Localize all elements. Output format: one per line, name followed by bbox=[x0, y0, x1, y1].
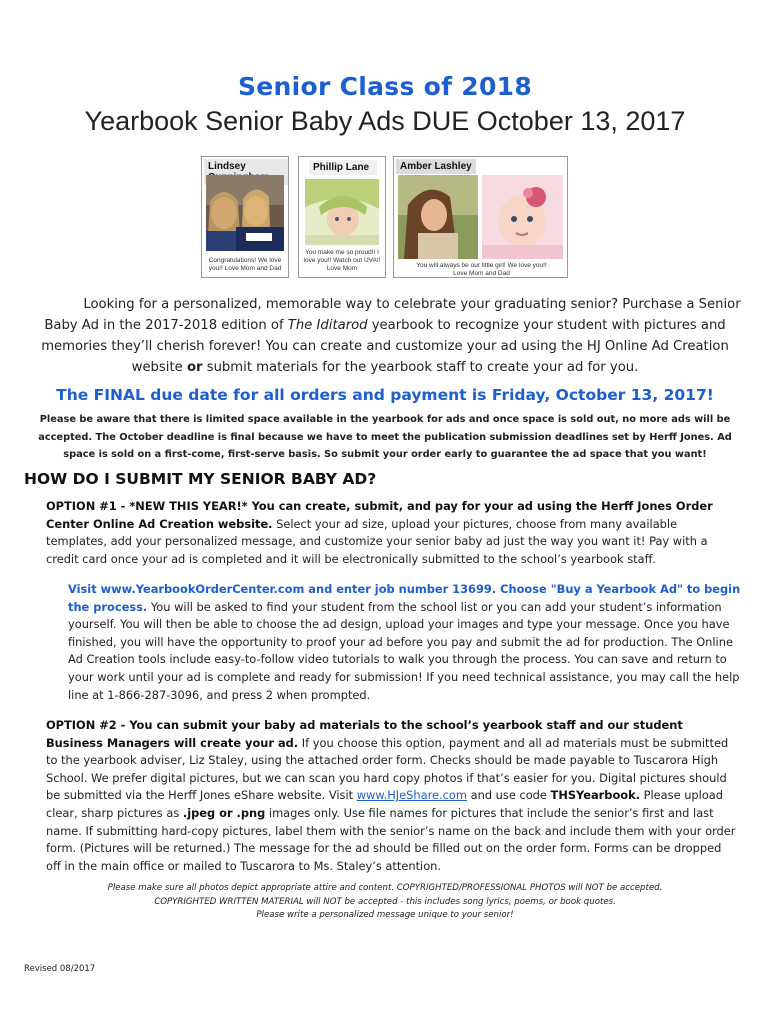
sample-ad-photo bbox=[206, 175, 284, 251]
sample-ad-photo bbox=[305, 179, 379, 245]
eshare-code: THSYearbook. bbox=[550, 788, 640, 803]
sample-ad-name: Amber Lashley bbox=[396, 159, 476, 174]
sample-ad-photo bbox=[482, 175, 563, 259]
yearbook-order-center-instruction: Visit www.YearbookOrderCenter.com and enter job number 13699. Choose "Buy a Yearbook Ad" to begin the process. bbox=[68, 582, 741, 614]
option-2-lead: OPTION #2 - You can submit your baby ad materials to the school’s yearbook staff and our student Business Managers will create your ad. bbox=[46, 718, 683, 750]
revised-date: Revised 08/2017 bbox=[24, 964, 96, 974]
sample-ad-caption: You will always be our little girl! We love you!! Love Mom and Dad bbox=[416, 262, 547, 277]
sample-ad-caption: You make me so proud!! I love you!! Watch out UVA!! Love Mom bbox=[303, 249, 381, 272]
fine-print-line: COPYRIGHTED WRITTEN MATERIAL will NOT be accepted - this includes song lyrics, poems, or book quotes. bbox=[154, 896, 616, 907]
or-emphasis: or bbox=[186, 360, 203, 375]
final-due-date: The FINAL due date for all orders and payment is Friday, October 13, 2017! bbox=[56, 386, 714, 404]
sample-ad-3 bbox=[393, 156, 568, 278]
page-subtitle: Yearbook Senior Baby Ads DUE October 13, 2017 bbox=[84, 106, 686, 136]
fine-print-line: Please write a personalized message unique to your senior! bbox=[256, 910, 514, 921]
sample-ad-name: Phillip Lane bbox=[309, 160, 377, 175]
fine-print-line: Please make sure all photos depict appropriate attire and content. COPYRIGHTED/PROFESSIONAL PHOTOS will NOT be accepted. bbox=[107, 883, 663, 893]
page-title: Senior Class of 2018 bbox=[237, 72, 533, 101]
hjeshare-link[interactable]: www.HJeShare.com bbox=[356, 788, 467, 803]
option-1-lead: OPTION #1 - *NEW THIS YEAR!* You can create, submit, and pay for your ad using the Herff Jones Order Center Online Ad Creation website. bbox=[46, 499, 713, 531]
intro-paragraph: Looking for a personalized, memorable way to celebrate your graduating senior? Purchase a Senior Baby Ad in the 2017-2018 edition of The Iditarod yearbook to recognize your student with pictures and memories they’ll cherish forever! You can create and customize your ad using the HJ Online Ad Creation website or submit materials for the yearbook staff to create your ad for you. bbox=[41, 297, 741, 375]
sample-ad-1 bbox=[201, 156, 289, 278]
sample-ad-caption: Congratulations! We love you!! Love Mom and Dad bbox=[208, 257, 282, 272]
how-to-submit-heading: HOW DO I SUBMIT MY SENIOR BABY AD? bbox=[24, 470, 377, 488]
sample-ad-name: Lindsey bbox=[204, 159, 288, 185]
fine-print bbox=[60, 882, 710, 923]
option-2-paragraph: OPTION #2 - You can submit your baby ad materials to the school’s yearbook staff and our student Business Managers will create your ad. If you choose this option, payment and all ad materials must be submitted to the yearbook adviser, Liz Staley, using the attached order form. Checks should be made payable to Tuscarora High School. We prefer digital pictures, but we can scan you hard copy photos if that’s easier for you. Digital pictures should be submitted via the Herff Jones eShare website. Visit www.HJeShare.com and use code THSYearbook. Please upload clear, sharp pictures as .jpeg or .png images only. Use file names for pictures that include the senior’s first and last name. If submitting hard-copy pictures, label them with the senior’s name on the back and include them with your order form. (Pictures will be returned.) The message for the ad should be filled out on the order form. Forms can be dropped off in the main office or mailed to Tuscarora to Ms. Staley’s attention. bbox=[46, 718, 736, 873]
book-title: The Iditarod bbox=[287, 318, 368, 333]
file-formats: .jpeg or .png bbox=[182, 805, 266, 820]
option-1-instructions: Visit www.YearbookOrderCenter.com and enter job number 13699. Choose "Buy a Yearbook Ad" to begin the process. You will be asked to find your student from the school list or you can add your student’s information yourself. You will then be able to choose the ad design, upload your images and type your message. Once you have finished, you will have the opportunity to proof your ad before you pay and submit the ad for production. The Online Ad Creation tools include easy-to-follow video tutorials to walk you through the process. You can save and return to your work until your ad is complete and ready for submission! If you need technical assistance, you may call the help line at 1-866-287-3096, and press 2 when prompted. bbox=[68, 582, 741, 702]
option-1-paragraph: OPTION #1 - *NEW THIS YEAR!* You can create, submit, and pay for your ad using the Herff Jones Order Center Online Ad Creation website. Select your ad size, upload your pictures, choose from many available templates, add your personalized message, and customize your senior baby ad just the way you want it! Pay with a credit card once your ad is completed and it will be electronically submitted to the school’s yearbook staff. bbox=[46, 499, 713, 566]
sample-ad-2 bbox=[298, 156, 386, 278]
sample-ad-photo bbox=[398, 175, 478, 259]
limited-space-notice: Please be aware that there is limited space available in the yearbook for ads and once space is sold out, no more ads will be accepted. The October deadline is final because we have to meet the publication submission deadlines set by Herff Jones. Ad space is sold on a first-come, first-serve basis. So submit your order early to guarantee the ad space that you want! bbox=[38, 414, 732, 460]
